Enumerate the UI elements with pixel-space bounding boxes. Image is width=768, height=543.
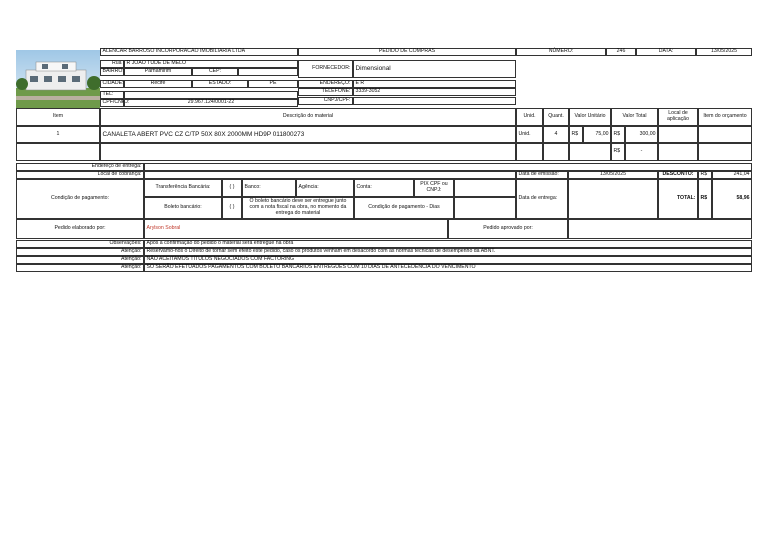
note-label: Atenção: [16,264,144,272]
prepared-by-label: Pedido elaborado por: [16,219,144,239]
subtotal-blank-desc [100,143,516,161]
table-row-unit: Unid. [516,126,543,143]
note-label: Observações: [16,240,144,248]
subtotal-value: - [625,143,658,161]
account-label: Conta: [354,179,414,197]
cep-value [238,68,298,76]
payment-condition-label: Condição de pagamento: [16,179,144,219]
supplier-cnpj-value [353,97,516,105]
agency-label: Agência: [296,179,354,197]
note-text: Reservamo-nos o Direito de tornar sem efeito este pedido, caso os produtos venham em desacordo com as normas técnicas de desempenho da ABNT. [144,248,752,256]
pix-value [454,179,516,197]
cidade-value: Recife [124,80,192,88]
fornecedor-value: Dimensional [353,60,516,78]
subtotal-blank-item [16,143,100,161]
cnpj-label: CPF/CNPJ: [100,99,124,107]
document-title: PEDIDO DE COMPRAS [298,48,516,56]
table-row-total-currency: R$ [611,126,625,143]
discount-label: DESCONTO: [658,171,698,179]
transfer-checkbox[interactable]: ( ) [222,179,242,197]
approved-by-label: Pedido aprovado por: [448,219,568,239]
table-row-description: CANALETA ABERT PVC CZ C/TP 50X 80X 2000MM HD9P 011800273 [100,126,516,143]
note-text: NÃO ACEITAMOS TÍTULOS NEGOCIADOS COM FACTORING [144,256,752,264]
issue-date-label: Data de emissão: [516,171,568,179]
note-label: Atenção: [16,248,144,256]
transfer-label: Transferência Bancária: [144,179,222,197]
endereco-label: ENDEREÇO: [298,80,353,88]
order-date: 13/05/2025 [696,48,752,56]
billing-location-value [144,171,516,179]
col-location: Local de aplicação [658,108,698,126]
cidade-label: CIDADE: [100,80,124,88]
table-row-total-price: 300,00 [625,126,658,143]
telefone-value: 3339-3052 [353,88,516,96]
company-name: ALENCAR BARROSO INCORPORACAO IMOBILIARIA LTDA [100,48,298,56]
col-description: Descrição do material [100,108,516,126]
delivery-date-label: Data de entrega: [516,179,568,219]
telefone-label: TELEFONE: [298,88,353,96]
col-quantity: Quant. [543,108,569,126]
boleto-checkbox[interactable]: ( ) [222,197,242,219]
total-value: 58,96 [712,179,752,219]
subtotal-blank-unit [516,143,543,161]
delivery-address-label: Endereço de entrega: [16,163,144,171]
building-photo [16,50,100,108]
prepared-by-value: Arylson Sobral [144,219,448,239]
boleto-note: O boleto bancário deve ser entregue junto com a nota fiscal na obra, no momento da entrega do material [242,197,354,219]
subtotal-currency: R$ [611,143,625,161]
total-currency: R$ [698,179,712,219]
payment-days-value [454,197,516,219]
subtotal-blank-loc [658,143,698,161]
issue-date-value: 13/05/2025 [568,171,658,179]
tel-value [124,91,298,99]
delivery-date-value [568,179,658,219]
discount-currency: R$ [698,171,712,179]
bank-label: Banco: [242,179,296,197]
col-total-price: Valor Total [611,108,658,126]
billing-location-label: Local de cobrança: [16,171,144,179]
order-number: 246 [606,48,636,56]
estado-label: ESTADO: [192,80,248,88]
table-row-quantity: 4 [543,126,569,143]
col-unit-price: Valor Unitário [569,108,611,126]
note-text: Após a confirmação do pedido o material será entregue na obra [144,240,752,248]
endereco-value: E R [353,80,516,88]
col-unit: Unid. [516,108,543,126]
bairro-label: BAIRRO: [100,68,124,76]
table-row-unit-currency: R$ [569,126,583,143]
bairro-value: Parnamirim [124,68,192,76]
subtotal-blank-budget [698,143,752,161]
col-budget-item: Item do orçamento [698,108,752,126]
boleto-label: Boleto bancário: [144,197,222,219]
table-row-item: 1 [16,126,100,143]
cnpj-value: 29.967.124/0001-22 [124,99,298,107]
fornecedor-label: FORNECEDOR: [298,60,353,78]
number-label: NÚMERO: [516,48,606,56]
supplier-cnpj-label: CNPJ/CPF: [298,97,353,105]
note-text: SÓ SERÃO EFETUADOS PAGAMENTOS COM BOLETO BANCÁRIOS ENTREGUES COM 10 DIAS DE ANTECEDÊNCIA DO VENCIMENTO [144,264,752,272]
table-row-location [658,126,698,143]
date-label: DATA: [636,48,696,56]
tel-label: TEL: [100,91,124,99]
note-label: Atenção: [16,256,144,264]
approved-by-value [568,219,752,239]
subtotal-blank-price [569,143,611,161]
pix-label: PIX CPF ou CNPJ: [414,179,454,197]
total-label: TOTAL: [658,179,698,219]
table-row-unit-price: 75,00 [583,126,611,143]
subtotal-blank-qty [543,143,569,161]
rua-value: R JOAO TUDE DE MELO [124,60,298,68]
rua-label: Rua [100,60,124,68]
discount-value: 241,04 [712,171,752,179]
payment-days-label: Condição de pagamento - Dias [354,197,454,219]
delivery-address-value [144,163,752,171]
estado-value: PE [248,80,298,88]
col-item: Item [16,108,100,126]
table-row-budget-item [698,126,752,143]
cep-label: CEP: [192,68,238,76]
